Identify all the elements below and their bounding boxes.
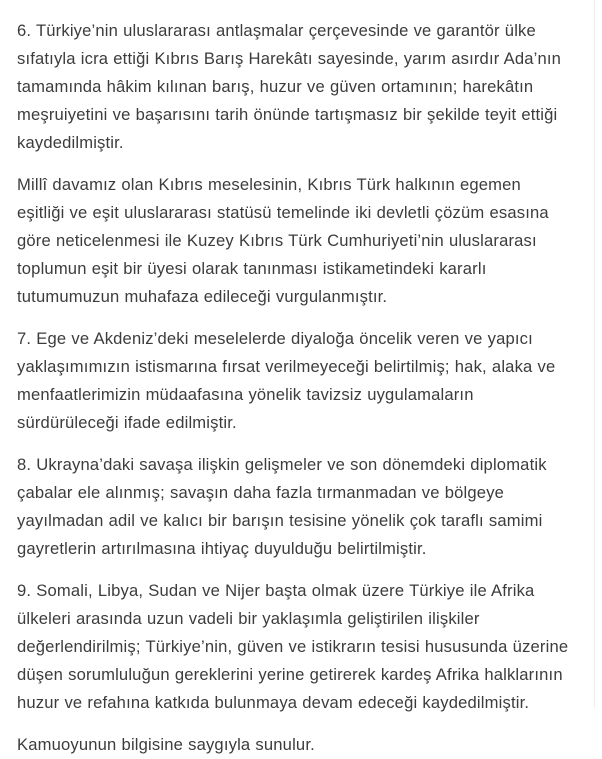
paragraph-item-7: 7. Ege ve Akdeniz’deki meselelerde diyaloğa öncelik veren ve yapıcı yaklaşımımızın istismarına fırsat verilmeyeceği belirtilmiş; hak, alaka ve menfaatlerimizin müdaafasına yönelik tavizsiz uygulamaların sürdürüleceği ifade edilmiştir. — [17, 329, 556, 432]
content-container-rule — [594, 0, 595, 708]
paragraph-item-8: 8. Ukrayna’daki savaşa ilişkin gelişmeler ve son dönemdeki diplomatik çabalar ele alınmış; savaşın daha fazla tırmanmadan ve bölgeye yayılmadan adil ve kalıcı bir barışın tesisine yönelik çok taraflı samimi gayretlerin artırılmasına ihtiyaç duyulduğu belirtilmiştir. — [17, 455, 547, 558]
paragraph-closing: Kamuoyunun bilgisine saygıyla sunulur. — [17, 735, 315, 754]
paragraph-item-6-continued: Millî davamız olan Kıbrıs meselesinin, Kıbrıs Türk halkının egemen eşitliği ve eşit uluslararası statüsü temelinde iki devletli çözüm esasına göre neticelenmesi ile Kuzey Kıbrıs Türk Cumhuriyeti’nin uluslararası toplumun eşit bir üyesi olarak tanınması istikametindeki kararlı tutumumuzun muhafaza edileceği vurgulanmıştır. — [17, 175, 549, 306]
paragraph-item-6: 6. Türkiye’nin uluslararası antlaşmalar çerçevesinde ve garantör ülke sıfatıyla icra ettiği Kıbrıs Barış Harekâtı sayesinde, yarım asırdır Ada’nın tamamında hâkim kılınan barış, huzur ve güven ortamının; harekâtın meşruiyetini ve başarısını tarih önünde tartışmasız bir şekilde teyit ettiği kaydedilmiştir. — [17, 21, 562, 152]
paragraph-item-9: 9. Somali, Libya, Sudan ve Nijer başta olmak üzere Türkiye ile Afrika ülkeleri arasında uzun vadeli bir yaklaşımla geliştirilen ilişkiler değerlendirilmiş; Türkiye’nin, güven ve istikrarın tesisi hususunda üzerine düşen sorumluluğun gereklerini yerine getirerek kardeş Afrika halklarının huzur ve refahına katkıda bulunmaya devam edeceği kaydedilmiştir. — [17, 581, 569, 712]
